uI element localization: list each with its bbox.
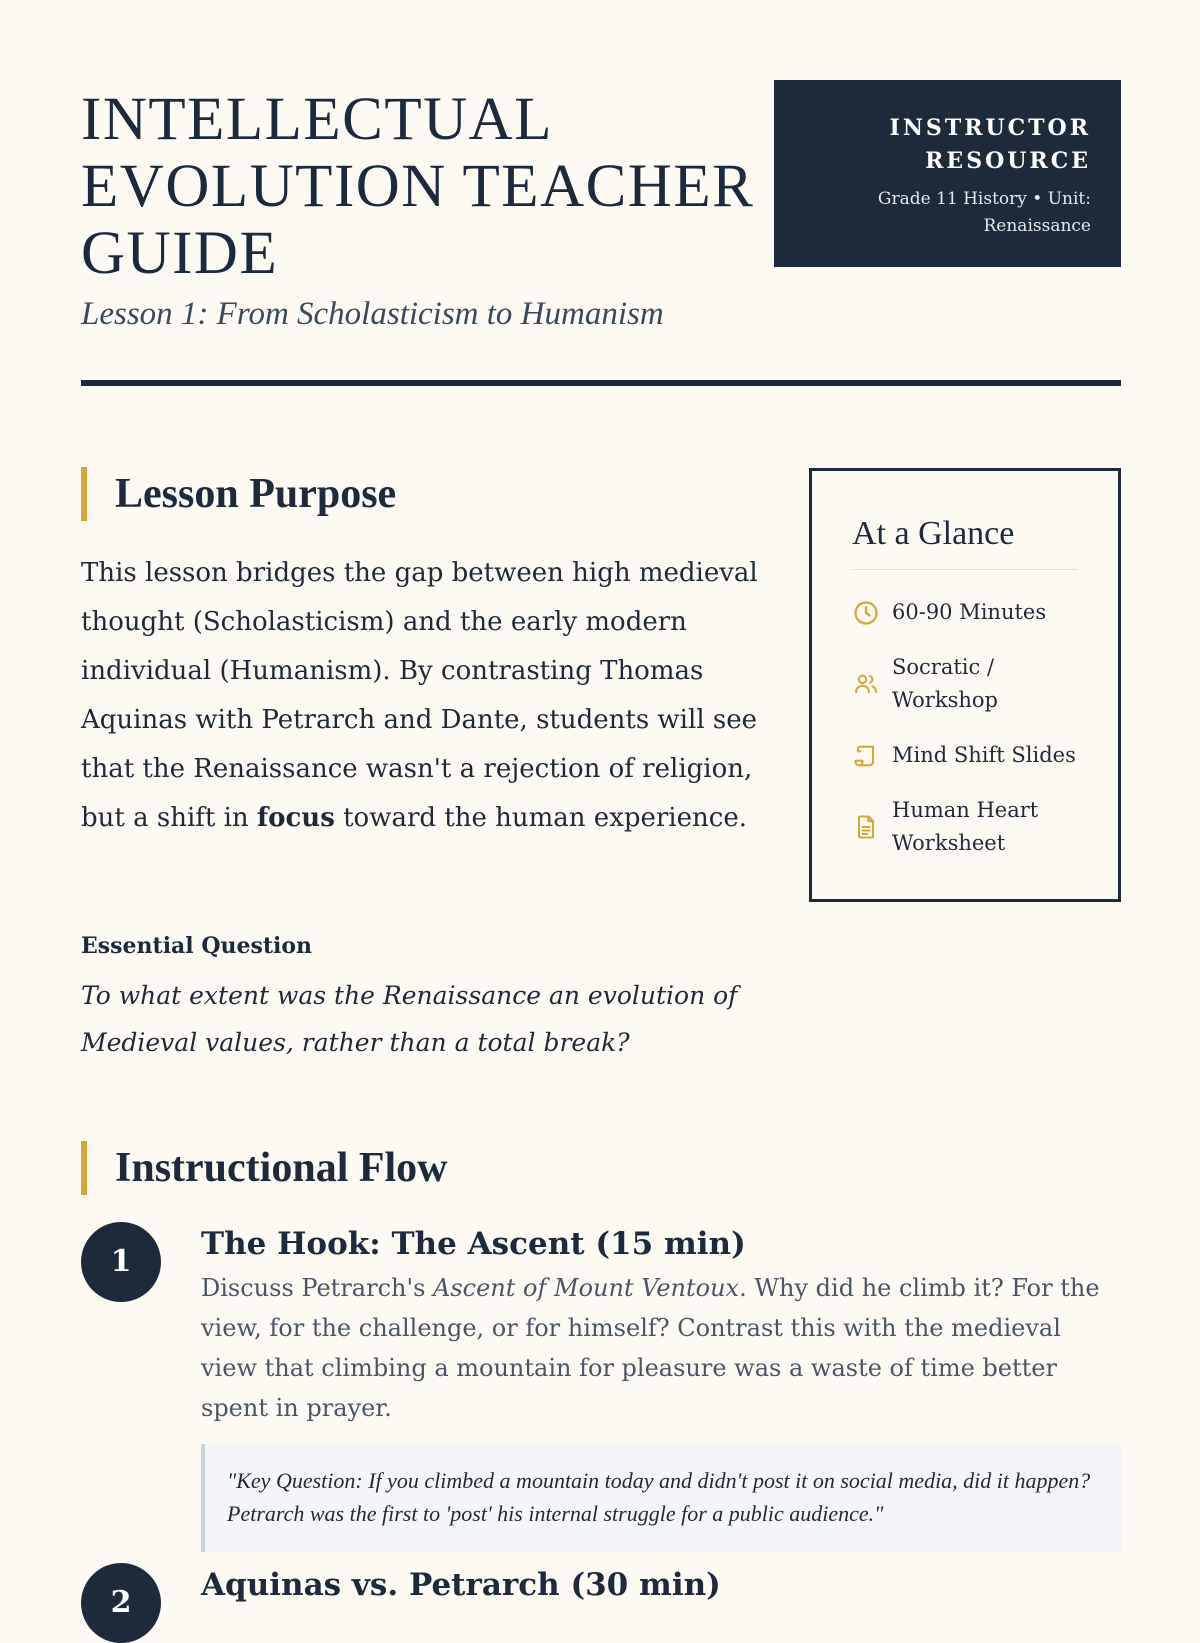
essential-question-label: Essential Question [81,933,313,959]
step-desc-end: . Why did he climb it? For the view, for the challenge, or for himself? Contrast this with the medieval view that climbing a mountain for pleasure was a waste of time better spent in prayer. [201,1274,1100,1422]
step-number-badge: 1 [81,1222,161,1302]
glance-item-label: Socratic / Workshop [892,655,998,712]
step-desc-work-title: Ascent of Mount Ventoux [433,1274,740,1302]
glance-item-label: Mind Shift Slides [892,743,1076,767]
step-title: Aquinas vs. Petrarch (30 min) [201,1567,721,1603]
purpose-text-end: toward the human experience. [334,803,747,833]
lesson-purpose-text [81,549,766,843]
section-heading-instructional-flow: Instructional Flow [81,1141,448,1195]
scroll-icon [852,742,880,770]
users-icon [852,670,880,698]
glance-item-slides [852,739,1078,772]
badge-subtitle: Grade 11 History • Unit: Renaissance [877,189,1091,236]
section-heading-lesson-purpose: Lesson Purpose [81,467,396,521]
glance-item-format [852,651,1078,717]
purpose-text-emphasis: focus [256,803,335,833]
clock-icon [852,599,880,627]
instructor-badge [774,80,1121,267]
glance-item-label: Human Heart Worksheet [892,798,1039,855]
purpose-text-start: This lesson bridges the gap between high medieval thought (Scholasticism) and the early modern individual (Humanism). By contrasting Thomas Aquinas with Petrarch and Dante, students will see that the Renaissance wasn't a rejection of religion, but a shift in [81,558,758,833]
at-a-glance-title: At a Glance [852,515,1078,570]
key-question-callout: "Key Question: If you climbed a mountain today and didn't post it on social media, did it happen? Petrarch was the first to 'post' his internal struggle for a public audience." [201,1444,1121,1552]
glance-item-worksheet [852,794,1078,860]
header-divider [81,380,1121,386]
step-body [201,1563,1121,1607]
step-title: The Hook: The Ascent (15 min) [201,1226,746,1262]
step-body [201,1222,1121,1552]
page-title: INTELLECTUAL EVOLUTION TEACHER GUIDE [81,86,755,287]
step-description [201,1268,1121,1428]
step-desc-start: Discuss Petrarch's [201,1274,434,1302]
lesson-subtitle: Lesson 1: From Scholasticism to Humanism [81,296,664,332]
essential-question-text: To what extent was the Renaissance an evolution of Medieval values, rather than a total break? [81,981,738,1057]
at-a-glance-list [852,596,1078,860]
at-a-glance-box [809,468,1121,902]
document-icon [852,813,880,841]
glance-item-duration [852,596,1078,629]
badge-title: INSTRUCTOR RESOURCE [889,115,1091,174]
step-number-badge: 2 [81,1563,161,1643]
glance-item-label: 60-90 Minutes [892,600,1047,624]
teacher-guide-page [81,0,1121,1620]
